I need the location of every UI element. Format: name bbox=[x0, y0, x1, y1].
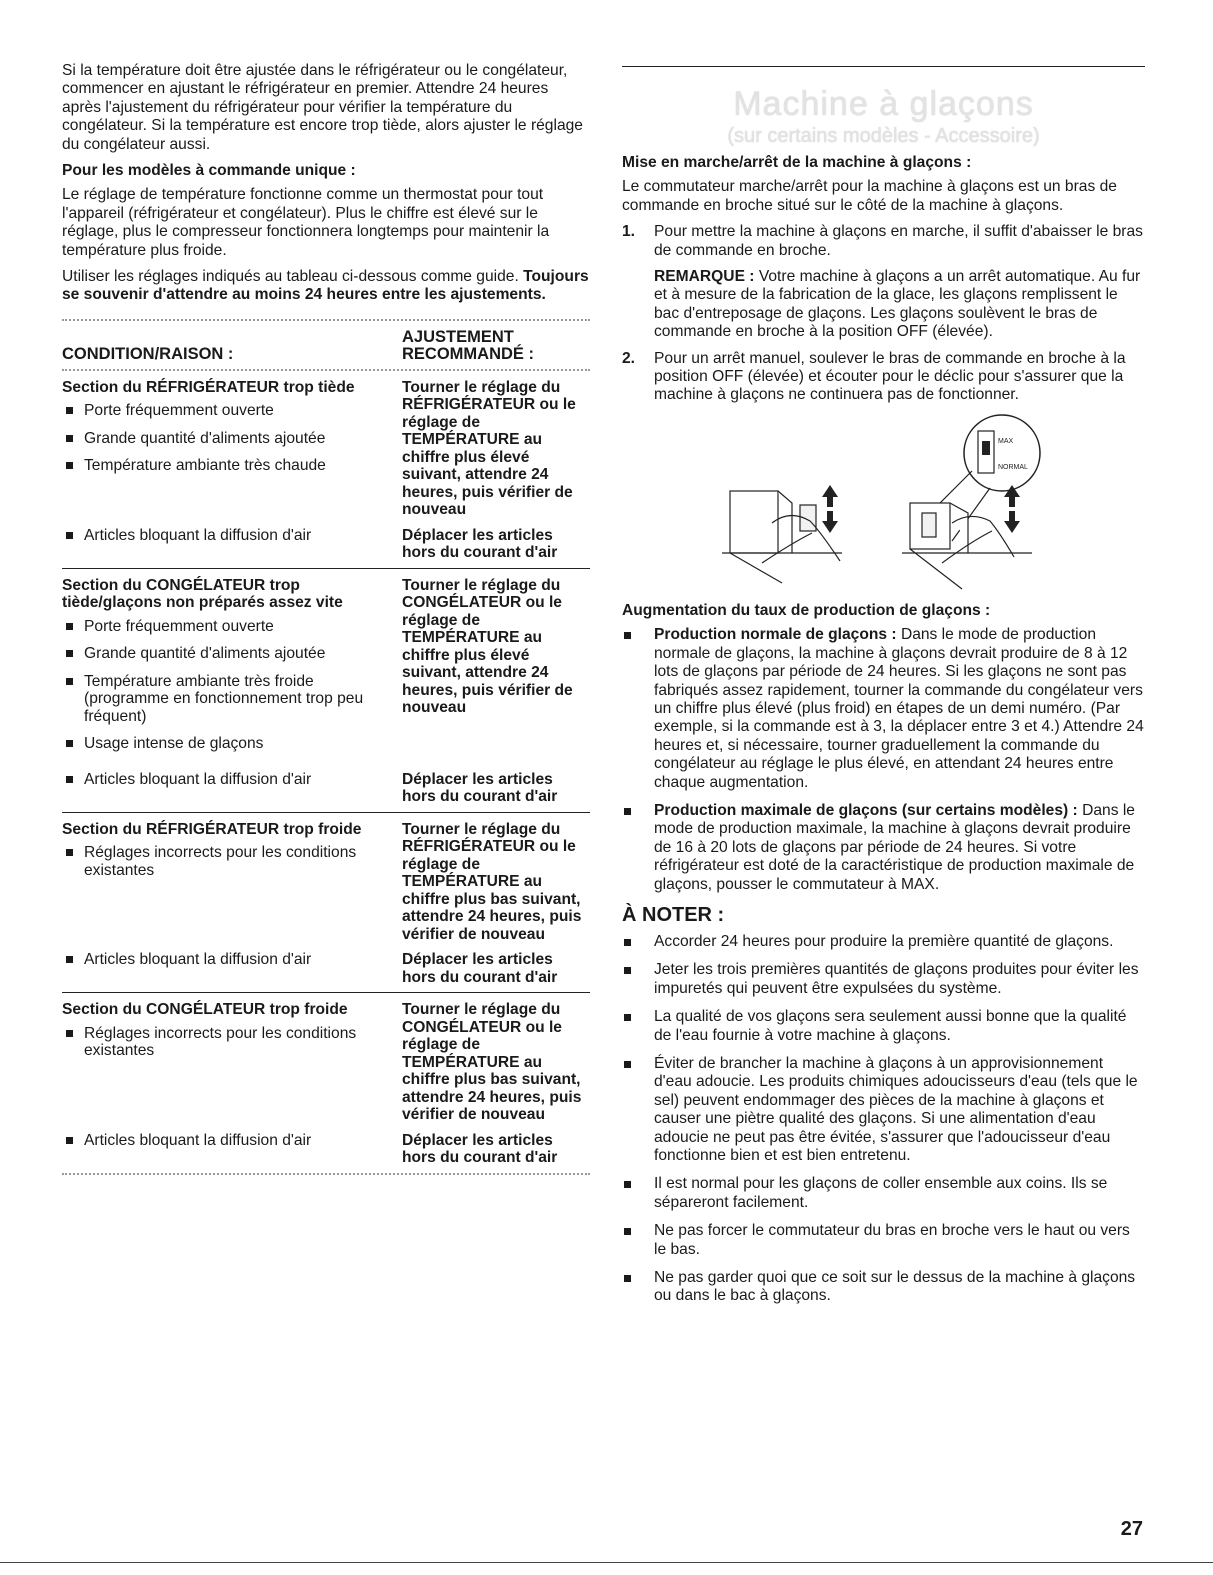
rate-list bbox=[622, 626, 1145, 894]
condition-list bbox=[62, 844, 402, 879]
table-section bbox=[62, 813, 590, 993]
wait-24h-reminder: Toujours se souvenir d'attendre au moins 24 heures entre les ajustements. bbox=[62, 268, 589, 304]
normal-label: NORMAL bbox=[998, 463, 1028, 471]
condition-item: Articles bloquant la diffusion d'air bbox=[62, 527, 402, 545]
condition-item: Articles bloquant la diffusion d'air bbox=[62, 771, 402, 789]
condition-cell bbox=[62, 1132, 402, 1167]
condition-cell bbox=[62, 821, 402, 944]
condition-list bbox=[62, 618, 402, 753]
table-row bbox=[62, 821, 590, 944]
ice-maker-arm-drawing bbox=[622, 413, 1145, 593]
condition-cell bbox=[62, 379, 402, 519]
table-bottom-rule bbox=[62, 1173, 590, 1175]
single-control-paragraph-2: Utiliser les réglages indiqués au tableau ci-dessous comme guide. Toujours se souvenir d'attendre au moins 24 heures entre les ajustements. bbox=[62, 268, 589, 304]
section-title: Machine à glaçons bbox=[733, 85, 1034, 123]
note-item: Ne pas forcer le commutateur du bras en broche vers le haut ou vers le bas. bbox=[622, 1222, 1145, 1259]
note-item: Ne pas garder quoi que ce soit sur le dessus de la machine à glaçons ou dans le bac à glaçons. bbox=[622, 1269, 1145, 1306]
left-column bbox=[62, 62, 590, 1175]
adjustment-cell bbox=[402, 771, 590, 806]
section-title: Section du RÉFRIGÉRATEUR trop tiède bbox=[62, 378, 355, 396]
adjustment-text: Tourner le réglage du RÉFRIGÉRATEUR ou le réglage de TEMPÉRATURE au chiffre plus élevé suivant, attendre 24 heures, puis vérifier de nouveau bbox=[402, 378, 576, 519]
adjustment-text: Déplacer les articles hors du courant d'air bbox=[402, 951, 558, 986]
condition-cell bbox=[62, 951, 402, 986]
adjustment-cell bbox=[402, 1001, 590, 1124]
remark: REMARQUE : Votre machine à glaçons a un arrêt automatique. Au fur et à mesure de la fabrication de la glace, les glaçons remplissent le bac d'entreposage de glaçons. Les glaçons soulèvent le bras de commande en broche à la position OFF (élevée). bbox=[654, 268, 1141, 341]
section-title: Section du CONGÉLATEUR trop froide bbox=[62, 1001, 348, 1019]
condition-list bbox=[62, 771, 402, 789]
step-1: 1. Pour mettre la machine à glaçons en marche, il suffit d'abaisser le bras de commande en broche. REMARQUE : Votre machine à glaçons a un arrêt automatique. Au fur et à mesure de la fabrication de la glace, les glaçons remplissent le bac d'entreposage de glaçons. Les glaçons soulèvent le bras de commande en broche à la position OFF (élevée). bbox=[622, 223, 1145, 341]
table-row bbox=[62, 951, 590, 986]
adjustment-cell bbox=[402, 577, 590, 763]
table-row bbox=[62, 1132, 590, 1167]
header-adjustment: AJUSTEMENT RECOMMANDÉ : bbox=[402, 327, 534, 363]
table-body bbox=[62, 371, 590, 1173]
table-section bbox=[62, 569, 590, 812]
adjustment-cell bbox=[402, 821, 590, 944]
condition-cell bbox=[62, 527, 402, 562]
page-number: 27 bbox=[1120, 1518, 1143, 1540]
note-item: Jeter les trois premières quantités de glaçons produites pour éviter les impuretés qui peuvent être expulsées du système. bbox=[622, 961, 1145, 998]
adjustment-text: Déplacer les articles hors du courant d'air bbox=[402, 770, 558, 806]
note-item: Éviter de brancher la machine à glaçons à un approvisionnement d'eau adoucie. Les produits chimiques adoucisseurs d'eau (tels que le sel) peuvent endommager des pièces de la machine à glaçons et causer une piètre qualité des glaçons. Si une alimentation d'eau adoucie ne peut pas être évitée, s'assurer que l'adoucisseur d'eau fonctionne bien et est bien entretenu. bbox=[622, 1055, 1145, 1165]
note-item: La qualité de vos glaçons sera seulement aussi bonne que la qualité de l'eau fournie à votre machine à glaçons. bbox=[622, 1008, 1145, 1045]
condition-cell bbox=[62, 771, 402, 806]
table-section bbox=[62, 371, 590, 568]
condition-cell bbox=[62, 577, 402, 763]
section-title: Section du CONGÉLATEUR trop tiède/glaçons non préparés assez vite bbox=[62, 576, 343, 612]
anoter-heading: À NOTER : bbox=[622, 903, 725, 926]
adjustment-text: Tourner le réglage du CONGÉLATEUR ou le réglage de TEMPÉRATURE au chiffre plus élevé suivant, attendre 24 heures, puis vérifier de nouveau bbox=[402, 576, 573, 717]
right-column bbox=[622, 62, 1145, 1316]
adjustment-text: Tourner le réglage du RÉFRIGÉRATEUR ou le réglage de TEMPÉRATURE au chiffre plus bas suivant, attendre 24 heures, puis vérifier de nouveau bbox=[402, 820, 582, 943]
table-row bbox=[62, 771, 590, 806]
rate-heading: Augmentation du taux de production de glaçons : bbox=[622, 601, 991, 619]
table-row bbox=[62, 379, 590, 519]
adjustment-cell bbox=[402, 379, 590, 519]
condition-item: Réglages incorrects pour les conditions existantes bbox=[62, 844, 402, 879]
adjustment-text: Déplacer les articles hors du courant d'air bbox=[402, 1131, 558, 1167]
footer-rule bbox=[0, 1562, 1213, 1563]
condition-cell bbox=[62, 1001, 402, 1124]
onoff-steps bbox=[622, 223, 1145, 405]
table-row bbox=[62, 527, 590, 562]
condition-list bbox=[62, 951, 402, 969]
table-section bbox=[62, 993, 590, 1173]
step-2: 2. Pour un arrêt manuel, soulever le bras de commande en broche à la position OFF (élevée) et écouter pour le déclic pour s'assurer que la machine à glaçons ne continuera pas de fonctionner. bbox=[622, 349, 1126, 404]
note-item: Il est normal pour les glaçons de coller ensemble aux coins. Ils se sépareront facilement. bbox=[622, 1175, 1145, 1212]
condition-item: Grande quantité d'aliments ajoutée bbox=[62, 645, 402, 663]
condition-list bbox=[62, 1132, 402, 1150]
table-row bbox=[62, 1001, 590, 1124]
condition-item: Grande quantité d'aliments ajoutée bbox=[62, 430, 402, 448]
adjustment-text: Déplacer les articles hors du courant d'air bbox=[402, 526, 558, 562]
intro-paragraph: Si la température doit être ajustée dans le réfrigérateur ou le congélateur, commencer en ajustant le réfrigérateur en premier. Attendre 24 heures après l'ajustement du réfrigérateur pour vérifier la température du congélateur. Si la température est encore trop tiède, alors ajuster le réglage du congélateur aussi. bbox=[62, 62, 583, 153]
condition-item: Porte fréquemment ouverte bbox=[62, 618, 402, 636]
condition-item: Température ambiante très chaude bbox=[62, 457, 402, 475]
note-item: Accorder 24 heures pour produire la première quantité de glaçons. bbox=[622, 933, 1145, 951]
section-title: Section du RÉFRIGÉRATEUR trop froide bbox=[62, 820, 362, 838]
condition-item: Réglages incorrects pour les conditions existantes bbox=[62, 1025, 402, 1060]
header-condition: CONDITION/RAISON : bbox=[62, 344, 234, 363]
adjustment-text: Tourner le réglage du CONGÉLATEUR ou le réglage de TEMPÉRATURE au chiffre plus bas suivant, attendre 24 heures, puis vérifier de nouveau bbox=[402, 1001, 582, 1124]
section-subtitle: (sur certains modèles - Accessoire) bbox=[727, 125, 1040, 147]
table-header bbox=[62, 321, 590, 369]
single-control-heading: Pour les modèles à commande unique : bbox=[62, 162, 356, 180]
onoff-paragraph: Le commutateur marche/arrêt pour la machine à glaçons est un bras de commande en broche situé sur le côté de la machine à glaçons. bbox=[622, 178, 1117, 214]
onoff-heading: Mise en marche/arrêt de la machine à glaçons : bbox=[622, 154, 972, 171]
rate-item: Production normale de glaçons : Dans le mode de production normale de glaçons, la machine à glaçons devrait produire de 8 à 12 lots de glaçons par période de 24 heures. Si les glaçons ne sont pas fabriqués assez rapidement, tourner la commande du congélateur vers un chiffre plus élevé (plus froid) en étapes de un demi numéro. (Par exemple, si la commande est à 3, la déplacer entre 3 et 4.) Attendre 24 heures et, si nécessaire, tourner graduellement la commande du congélateur au réglage le plus élevé, en attendant 24 heures entre chaque augmentation. bbox=[622, 626, 1145, 792]
condition-item: Porte fréquemment ouverte bbox=[62, 402, 402, 420]
adjustment-cell bbox=[402, 527, 590, 562]
adjustment-cell bbox=[402, 951, 590, 986]
condition-item: Articles bloquant la diffusion d'air bbox=[62, 1132, 402, 1150]
table-row bbox=[62, 577, 590, 763]
condition-item: Articles bloquant la diffusion d'air bbox=[62, 951, 402, 969]
adjustment-cell bbox=[402, 1132, 590, 1167]
notes-list bbox=[622, 933, 1145, 1306]
condition-list bbox=[62, 1025, 402, 1060]
condition-list bbox=[62, 527, 402, 545]
single-control-paragraph-1: Le réglage de température fonctionne comme un thermostat pour tout l'appareil (réfrigérateur et congélateur). Plus le chiffre est élevé sur le réglage, plus le compresseur fonctionnera longtemps pour maintenir la température plus froide. bbox=[62, 186, 550, 259]
condition-item: Usage intense de glaçons bbox=[62, 735, 402, 753]
rate-item: Production maximale de glaçons (sur certains modèles) : Dans le mode de production maximale, la machine à glaçons devrait produire de 16 à 20 lots de glaçons par période de 24 heures. Si votre réfrigérateur est doté de la caractéristique de production maximale de glaçons, pousser le commutateur à MAX. bbox=[622, 802, 1145, 894]
condition-list bbox=[62, 402, 402, 475]
ice-maker-illustration bbox=[622, 413, 1145, 598]
max-label: MAX bbox=[998, 437, 1014, 445]
condition-item: Température ambiante très froide (programme en fonctionnement trop peu fréquent) bbox=[62, 673, 402, 726]
